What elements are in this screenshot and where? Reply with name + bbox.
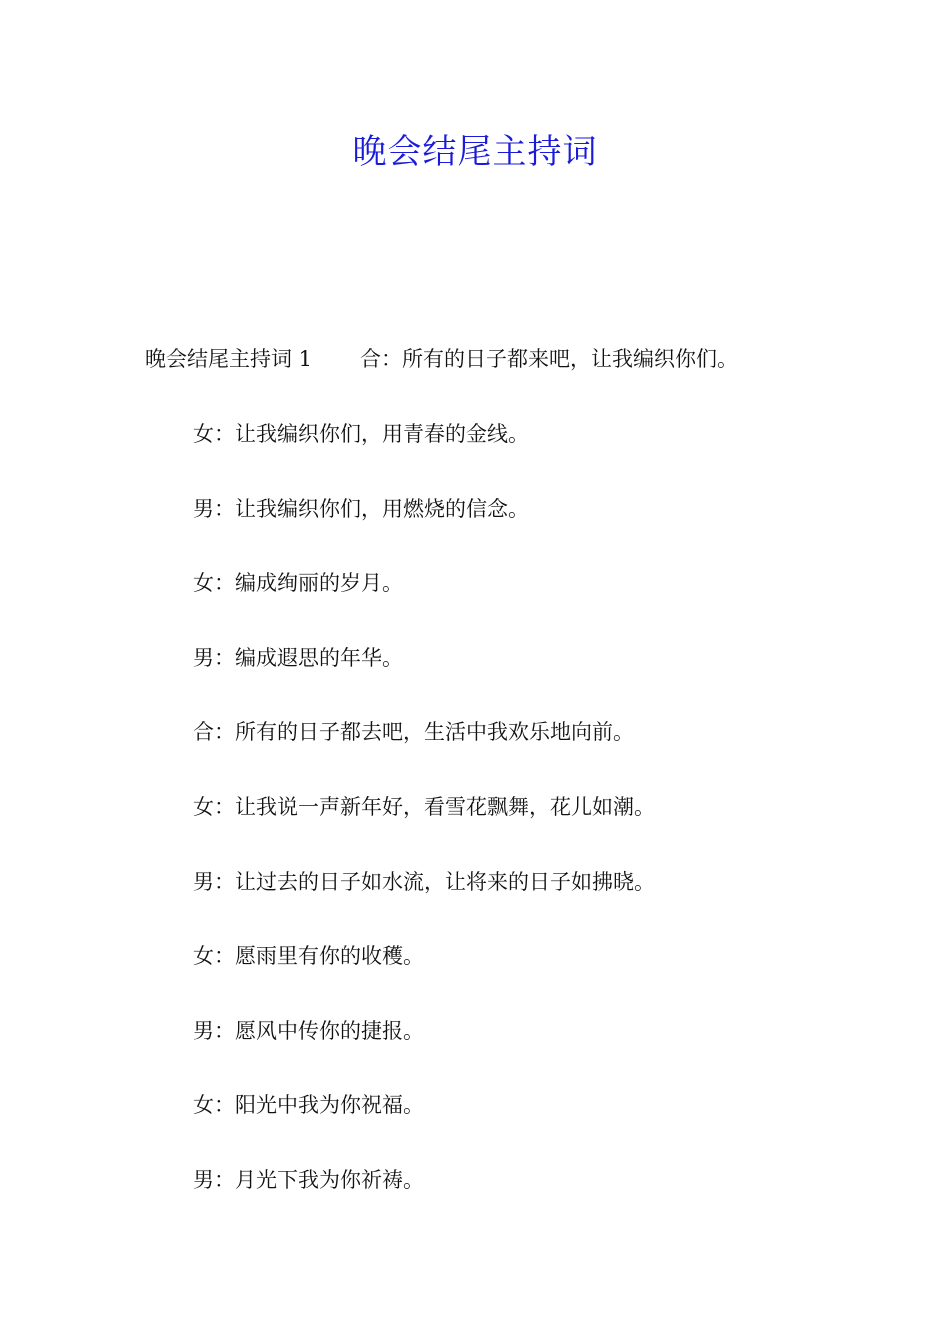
dialogue-line: 合：所有的日子都去吧，生活中我欢乐地向前。 [193, 720, 634, 745]
dialogue-line: 男：让过去的日子如水流，让将来的日子如拂晓。 [193, 869, 655, 894]
document-title: 晚会结尾主持词 [352, 132, 598, 172]
dialogue-line: 男：编成遐思的年华。 [193, 645, 403, 670]
dialogue-line: 男：月光下我为你祈祷。 [193, 1167, 424, 1192]
dialogue-line: 女：愿雨里有你的收穫。 [193, 944, 424, 969]
dialogue-line: 女：阳光中我为你祝福。 [193, 1093, 424, 1118]
opening-line: 合：所有的日子都来吧，让我编织你们。 [360, 347, 739, 371]
dialogue-line: 男：让我编织你们，用燃烧的信念。 [193, 496, 529, 521]
dialogue-line: 女：让我说一声新年好，看雪花飘舞，花儿如潮。 [193, 794, 655, 819]
first-paragraph [145, 343, 738, 375]
section-heading: 晚会结尾主持词 1 [145, 347, 313, 371]
dialogue-line: 男：愿风中传你的捷报。 [193, 1018, 424, 1043]
dialogue-list [193, 418, 655, 1239]
dialogue-line: 女：让我编织你们，用青春的金线。 [193, 422, 529, 446]
dialogue-line: 女：编成绚丽的岁月。 [193, 571, 403, 596]
